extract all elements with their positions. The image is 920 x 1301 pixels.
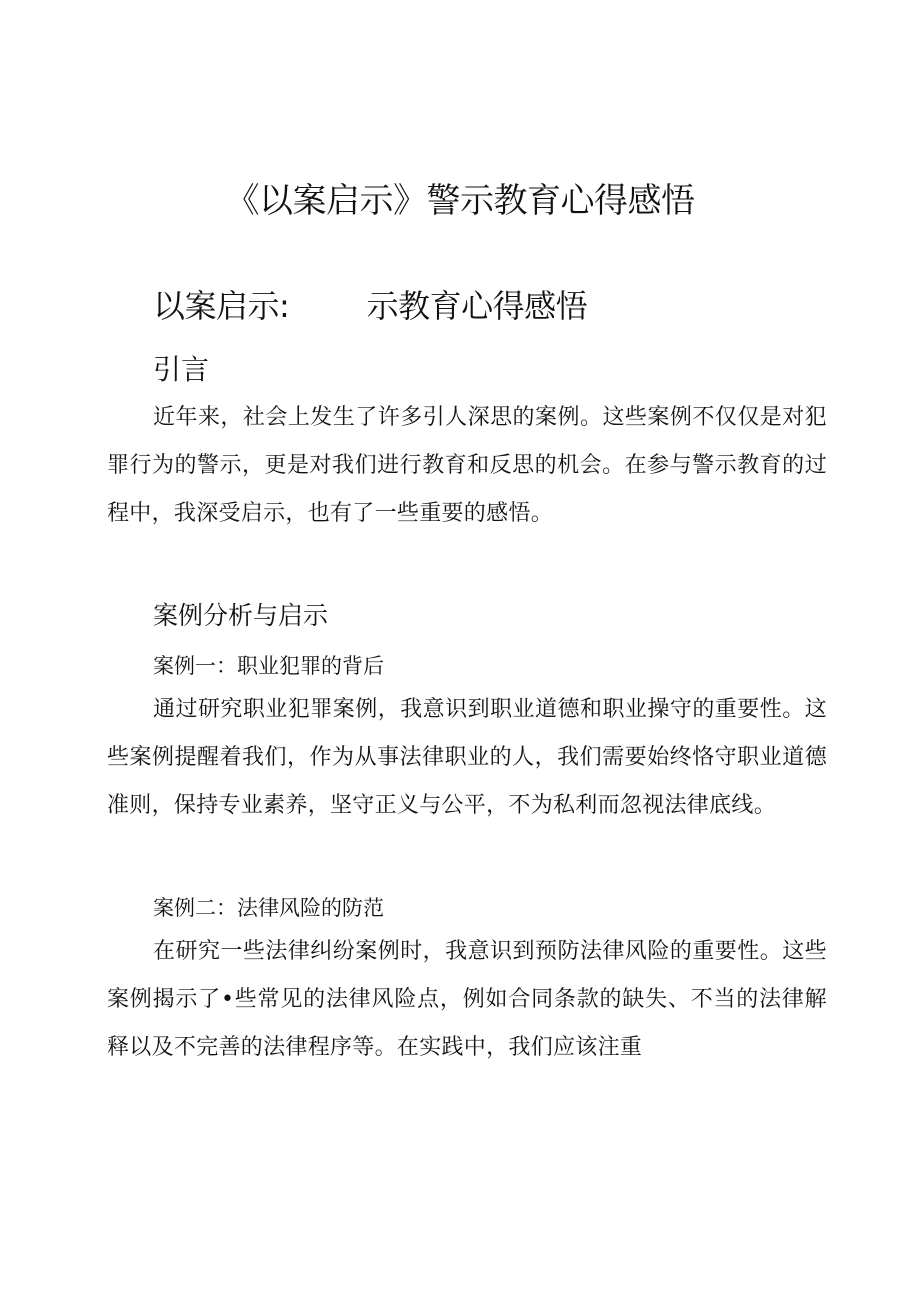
section-heading: 案例分析与启示 (153, 601, 329, 630)
case2-heading: 案例二：法律风险的防范 (153, 896, 384, 920)
intro-paragraph: 近年来，社会上发生了许多引人深思的案例。这些案例不仅仅是对犯罪行为的警示，更是对我们进行教育和反思的机会。在参与警示教育的过程中，我深受启示，也有了一些重要的感悟。 (107, 405, 827, 526)
document-title: 《以案启示》警示教育心得感悟 (225, 181, 695, 221)
case1-heading: 案例一：职业犯罪的背后 (153, 654, 384, 678)
document-subtitle: 以案启示: 示教育心得感悟 (153, 287, 588, 325)
case1-paragraph: 通过研究职业犯罪案例，我意识到职业道德和职业操守的重要性。这些案例提醒着我们，作为从事法律职业的人，我们需要始终恪守职业道德准则，保持专业素养，坚守正义与公平，不为私利而忽视法律底线。 (107, 697, 827, 818)
intro-heading: 引言 (153, 353, 210, 386)
case2-paragraph: 在研究一些法律纠纷案例时，我意识到预防法律风险的重要性。这些案例揭示了•些常见的法律风险点，例如合同条款的缺失、不当的法律解释以及不完善的法律程序等。在实践中，我们应该注重 (107, 939, 827, 1060)
